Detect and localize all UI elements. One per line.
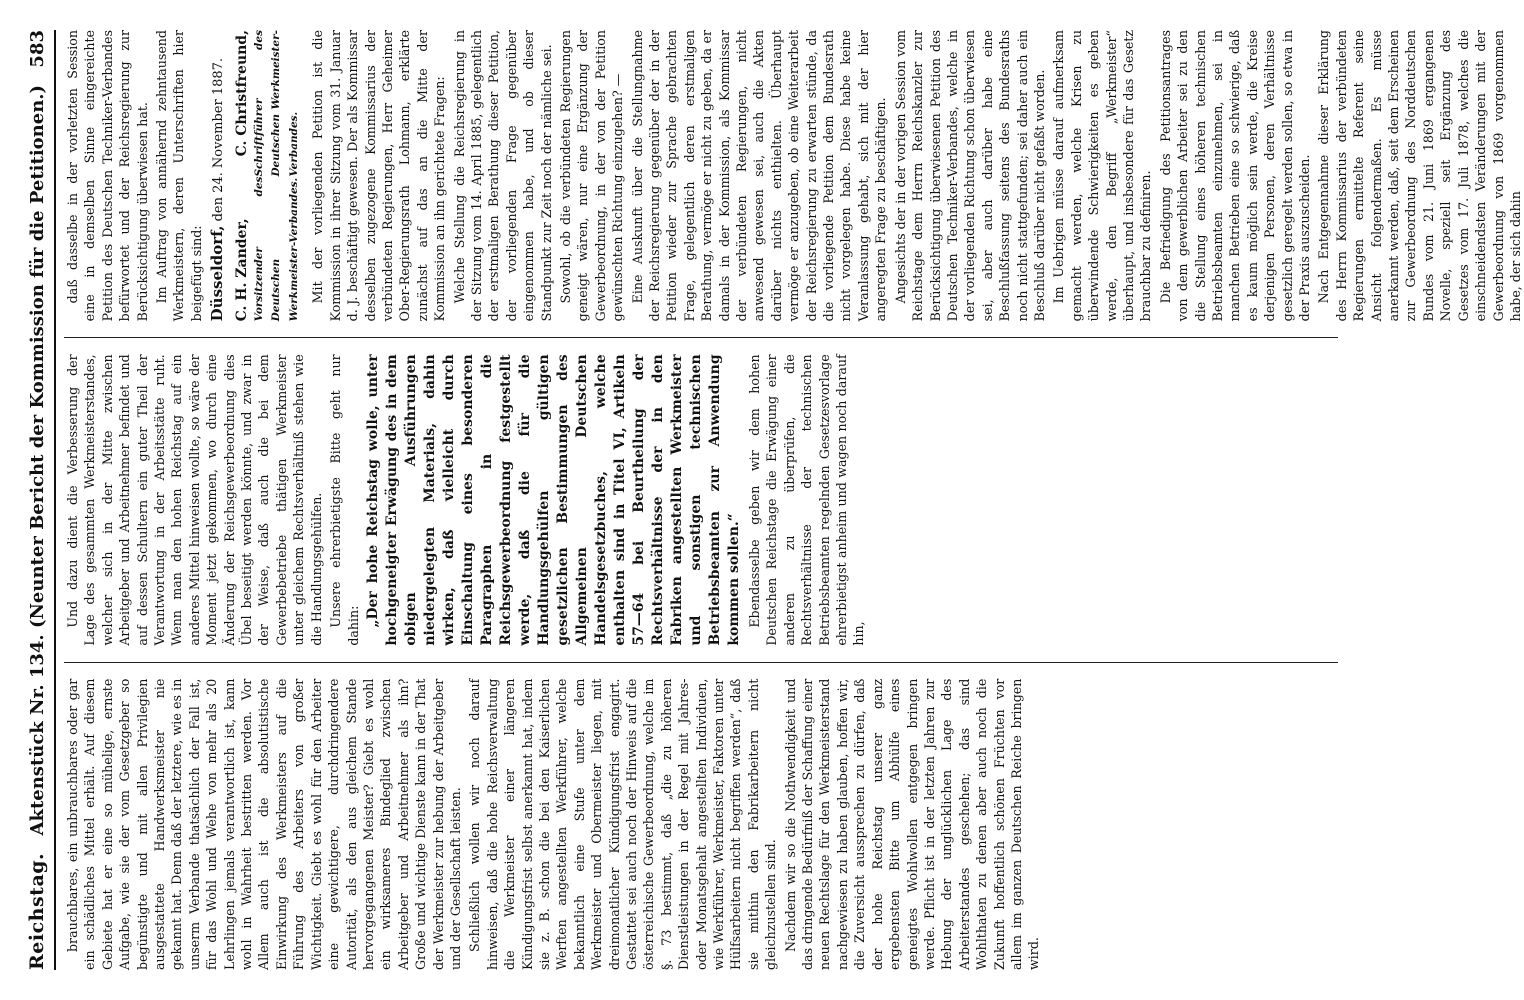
signature-block [234, 30, 304, 321]
paragraph: Schließlich wollen wir noch darauf hinweisen, daß die hohe Reichsverwaltung die Werkmeister einer längeren Kündigungsfrist selbst anerkannt hat, indem sie z. B. schon die bei den Kaiserlichen Werften angestellten Werkführer, welche bekanntlich eine Stufe unter dem Werkmeister und Obermeister liegen, mit dreimonatlicher Kündigungsfrist engagirt. Gestattet sei auch noch der Hinweis auf die österreichische Gewerbeordnung, welche im §. 73 bestimmt, daß „die zu höheren Dienstleistungen in der Regel mit Jahres- oder Monatsgehalt angestellten Individuen, wie Werkführer, Werkmeister, Faktoren unter Hülfsarbeitern nicht begriffen werden“, daß sie mithin den Fabrikarbeitern nicht gleichzustellen sind. [467, 678, 779, 970]
paragraph: Eine Auskunft über die Stellungnahme der Reichsregierung gegenüber der in der Petition wieder zur Sprache gebrachten Frage, gelegentlich deren erstmaligen Berathung, vermöge er nicht zu geben, da er damals in der Kommission, als Kommissar der verbündeten Regierungen, nicht anwesend gewesen sei, auch die Akten darüber nichts enthielten. Überhaupt vermöge er anzugeben, ob eine Weiterarbeit der Reichsregierung zu erwarten stünde, da die vorliegende Petition dem Bundesrath nicht vorgelegen habe. Diese habe keine Veranlassung gehabt, sich mit der hier angeregten Frage zu beschäftigen. [629, 30, 889, 322]
paragraph: Angesichts der in der vorigen Session vom Reichstage dem Herrn Reichskanzler zur Berücksichtigung überwiesenen Petition des Deutschen Techniker-Verbandes, welche in der vorliegenden Richtung schon überwiesen sei, aber auch darüber habe eine Beschlußfassung seitens des Bundesraths noch nicht stattgefunden; sei daher auch ein Beschluß darüber nicht gefaßt worden. [892, 30, 1047, 322]
signature-left-name: C. H. Zander, [233, 218, 250, 322]
column-divider [64, 662, 1338, 663]
text-columns [64, 30, 1523, 970]
signature-right-name: C. Christfreund, [233, 30, 250, 157]
paragraph: daß dasselbe in der vorletzten Session eine in demselben Sinne eingereichte Petition des Deutschen Techniker-Verbandes befürwortet und der Reichsregierung zur Berücksichtigung überwiesen hat. [65, 30, 150, 322]
column-divider [64, 337, 1338, 338]
dateline [209, 30, 227, 321]
paragraph: Im Auftrag von annähernd zehntausend Werkmeistern, deren Unterschriften hier beigefügt sind: [154, 30, 204, 322]
column-3 [64, 30, 1523, 322]
paragraph: Ebendasselbe geben wir dem hohen Deutschen Reichstage die Erwägung einer anderen zu überprüfen, die Rechtsverhältnisse der technischen Betriebsbeamten regelnden Gesetzesvorlage ehrerbietigst anheim und wagen noch darauf hin, [746, 354, 867, 646]
paragraph: Welche Stellung die Reichsregierung in der Sitzung vom 14. April 1885, gelegentlich der erstmaligen Berathung dieser Petition, der vorliegenden Frage gegenüber eingenommen habe, und ob dieser Standpunkt zur Zeit noch der nämliche sei. [451, 30, 554, 322]
header-left: Reichstag. [26, 852, 48, 970]
signature-right-title: Schriftführer des Deutschen Werkmeister-Verbandes. [253, 30, 300, 177]
paragraph: Nach Entgegennahme dieser Erklärung des Herrn Kommissarius der verbündeten Regierungen ermittelte Referent seine Ansicht folgendermaßen. Es müsse anerkannt werden, daß, seit dem Erscheinen zur Gewerbeordnung des Norddeutschen Bundes vom 21. Juni 1869 ergangenen Novelle, speziell seit Ergänzung des Gesetzes vom 17. Juli 1878, welches die einschneidendsten Veränderungen mit der Gewerbeordnung von 1869 vorgenommen habe, der sich dahin [1316, 30, 1523, 322]
paragraph: Unsere ehrerbietigste Bitte geht nur dahin: [328, 354, 361, 646]
petition-request: „Der hohe Reichstag wolle, unter hochgeneigter Erwägung des in dem obigen Ausführungen niedergelegten Materials, dahin wirken, daß vielleicht durch Einschaltung eines besonderen Paragraphen in die Reichsgewerbeordnung festgestellt werde, daß die für die Handlungsgehülfen gültigen gesetzlichen Bestimmungen des Allgemeinen Deutschen Handelsgesetzbuches, welche enthalten sind in Titel VI, Artikeln 57—64 bei Beurtheilung der Rechtsverhältnisse der in den Fabriken angestellten Werkmeister und sonstigen technischen Betriebsbeamten zur Anwendung kommen sollen.“ [364, 354, 742, 646]
paragraph: Nachdem wir so die Nothwendigkeit und das dringende Bedürfniß der Schaffung einer neuen Rechtslage für den Werkmeisterstand nachgewiesen zu haben glauben, hoffen wir, die Zuversicht aussprechen zu dürfen, daß der hohe Reichstag unserer ganz ergebensten Bitte um Abhülfe eines geneigtes Wohlwollen entgegen bringen werde. Pflicht ist in der letzten Jahren zur Hebung der unglücklichen Lage des Arbeiterstandes geschehen; das sind Wohlthaten zu denen aber auch noch die Zukunft hoffentlich schönen Früchten vor allem im ganzen Deutschen Reiche bringen wird. [782, 678, 1042, 970]
dateline-place: Düsseldorf, [208, 225, 227, 322]
paragraph: Sowohl, ob die verbündeten Regierungen geneigt wären, nur eine Ergänzung der Gewerbeordnung, in der von der Petition gewünschten Richtung einzugehen? — [557, 30, 626, 322]
paragraph: Im Uebrigen müsse darauf aufmerksam gemacht werden, welche Krisen zu überwindende Schwierigkeiten es geben werde, den Begriff „Werkmeister“ überhaupt, und insbesondere für das Gesetz brauchbar zu definiren. [1051, 30, 1154, 322]
signature-left-title: Vorsitzender des Deutschen Werkmeister-Verbandes. [253, 176, 300, 322]
header-title: Aktenstück Nr. 134. (Neunter Bericht der Kommission für die Petitionen.) [27, 84, 48, 836]
paragraph: brauchbares, ein unbrauchbares oder gar ein schädliches Mittel erhält. Auf diesem Gebiete hat er eine so mühelige, ernste Aufgabe, wie sie der vom Gesetzgeber so begünstigte und mit allen Privilegien ausgestattete Handwerksmeister nie gekannt hat. Denn daß der letztere, wie es in unserm Verbande thatsächlich der Fall ist, für das Wohl und Wehe von mehr als 20 Lehrlingen jemals verantwortlich ist, kann wohl in Wahrheit bestritten werden. Vor Allem auch ist die absolutistische Einwirkung des Werkmeisters auf die Führung des Arbeiters von großer Wichtigkeit. Giebt es wohl für den Arbeiter eine gewichtigere, durchdringendere Autorität, als den aus gleichem Stande hervorgegangenen Meister? Giebt es wohl ein wirksameres Bindeglied zwischen Arbeitgeber und Arbeitnehmer als ihn? Große und wichtige Dienste kann in der That der Werkmeister zur hebung der Arbeitgeber und der Gesellschaft leisten. [65, 678, 463, 970]
page-number: 583 [27, 30, 48, 68]
paragraph: Die Befriedigung des Petitionsantrages von dem gewerblichen Arbeiter sei zu den die Stellung eines höheren technischen Betriebsbeamten einzunehmen, sei in manchen Betrieben eine so schwierige, daß es kaum möglich sein werde, die Kreise derjenigen Personen, deren Verhältnisse gesetzlich geregelt werden sollen, so etwa in der Praxis auszuscheiden. [1157, 30, 1313, 322]
paragraph: Und dazu dient die Verbesserung der Lage des gesammten Werkmeisterstandes, welcher sich in der Mitte zwischen Arbeitgeber und Arbeitnehmer befindet und auf dessen Schultern ein guter Theil der Verantwortung in der Arbeitsstätte ruht. Wenn man den hohen Reichstag auf ein anderes Mittel hinweisen wollte, so wäre der Moment jetzt gekommen, wo durch eine Änderung der Reichsgewerbeordnung dies Übel beseitigt werden könnte, und zwar in der Weise, daß auch die bei dem Gewerbebetriebe thätigen Werkmeister unter gleichem Rechtsverhältniß stehen wie die Handlungsgehülfen. [65, 354, 324, 646]
paragraph: Mit der vorliegenden Petition ist die Kommission in ihrer Sitzung vom 31. Januar d. J. beschäftigt gewesen. Der als Kommissar desselben zugezogene Kommissarius der verbündeten Regierungen, Herr Geheimer Ober-Regierungsrath Lohmann, erklärte zunächst auf das an die Mitte der Kommission an ihn gerichtete Fragen: [310, 30, 448, 322]
column-2 [64, 354, 1338, 645]
dateline-date: den 24. November 1887. [211, 57, 227, 222]
column-1 [64, 679, 1338, 970]
running-header [26, 30, 56, 970]
